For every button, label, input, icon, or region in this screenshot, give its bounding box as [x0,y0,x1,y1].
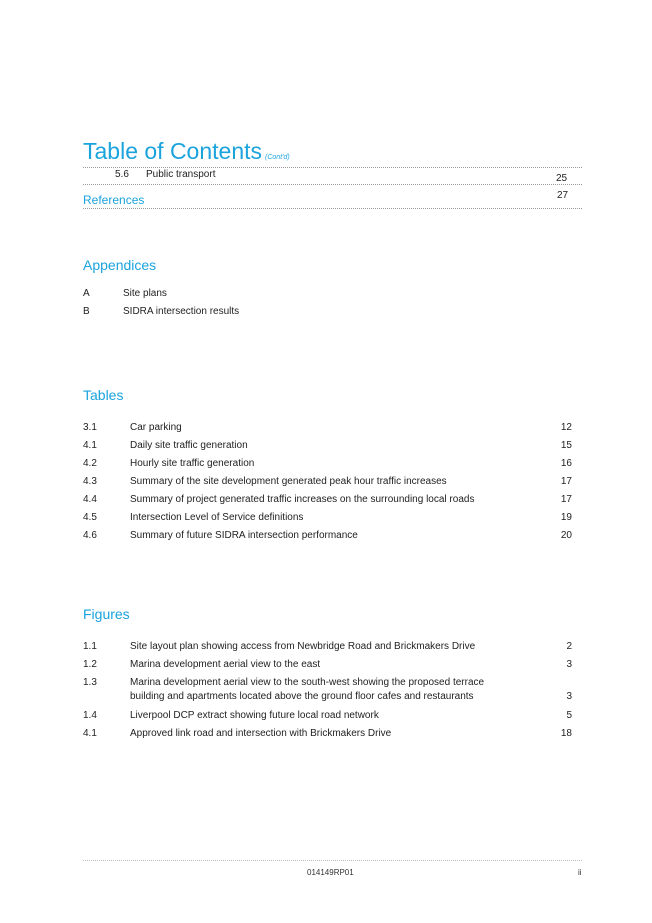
appendix-label[interactable]: Site plans [123,288,167,299]
figure-entry-number: 1.2 [83,659,97,670]
figure-entry-page: 5 [566,710,572,721]
figure-entry-page: 3 [566,691,572,702]
table-entry-number: 4.4 [83,494,97,505]
figure-entry-label[interactable]: Site layout plan showing access from Newbridge Road and Brickmakers Drive [130,641,476,652]
table-entry-number: 4.3 [83,476,97,487]
appendix-label[interactable]: SIDRA intersection results [123,306,240,317]
table-entry-number: 3.1 [83,422,97,433]
table-entry-number: 4.1 [83,440,97,451]
figure-entry-number: 1.1 [83,641,97,652]
table-entry-label[interactable]: Summary of the site development generated peak hour traffic increases [130,476,447,487]
appendices-heading: Appendices [83,257,157,273]
table-entry-number: 4.6 [83,530,97,541]
table-entry-label[interactable]: Summary of project generated traffic increases on the surrounding local roads [130,494,475,505]
table-entry-label[interactable]: Hourly site traffic generation [130,458,255,469]
appendix-code: A [83,288,90,299]
figure-entry-number: 4.1 [83,728,97,739]
figure-entry-page: 3 [566,659,572,670]
toc-title-text: Table of Contents [83,138,263,164]
divider [83,208,582,209]
figure-entry-label[interactable]: Approved link road and intersection with Brickmakers Drive [130,728,392,739]
tables-heading: Tables [83,387,124,403]
figures-heading: Figures [83,606,130,622]
figure-entry-label[interactable]: Liverpool DCP extract showing future local road network [130,710,379,721]
toc-contd: (Cont'd) [265,154,290,161]
table-entry-label[interactable]: Summary of future SIDRA intersection performance [130,530,358,541]
figure-entry-label[interactable]: Marina development aerial view to the south-west showing the proposed terrace [130,677,485,688]
table-entry-label[interactable]: Daily site traffic generation [130,440,248,451]
table-entry-page: 16 [560,458,572,469]
toc-sub-page: 25 [556,173,568,184]
table-entry-page: 17 [560,476,572,487]
figure-entry-page: 2 [566,641,572,652]
footer-document-id: 014149RP01 [307,868,354,877]
footer-divider [83,860,582,861]
figure-entry-label[interactable]: Marina development aerial view to the east [130,659,321,670]
table-entry-page: 19 [560,512,572,523]
figure-entry-number: 1.3 [83,677,97,688]
table-entry-page: 17 [560,494,572,505]
table-entry-label[interactable]: Car parking [130,422,182,433]
figure-entry-page: 18 [560,728,572,739]
table-entry-page: 20 [560,530,572,541]
figure-entry-label-continued[interactable]: building and apartments located above the ground floor cafes and restaurants [130,691,474,702]
divider [83,184,582,185]
divider [83,167,582,168]
footer-page-number: ii [578,868,582,877]
toc-sub-label[interactable]: Public transport [146,169,216,180]
appendix-code: B [83,306,90,317]
table-entry-page: 12 [560,422,572,433]
table-entry-number: 4.2 [83,458,97,469]
table-entry-label[interactable]: Intersection Level of Service definitions [130,512,304,523]
toc-sub-number: 5.6 [115,169,129,180]
table-entry-number: 4.5 [83,512,97,523]
toc-title [83,138,290,165]
toc-references-page: 27 [557,190,569,201]
table-entry-page: 15 [560,440,572,451]
figure-entry-number: 1.4 [83,710,97,721]
toc-references-link[interactable]: References [83,193,145,207]
